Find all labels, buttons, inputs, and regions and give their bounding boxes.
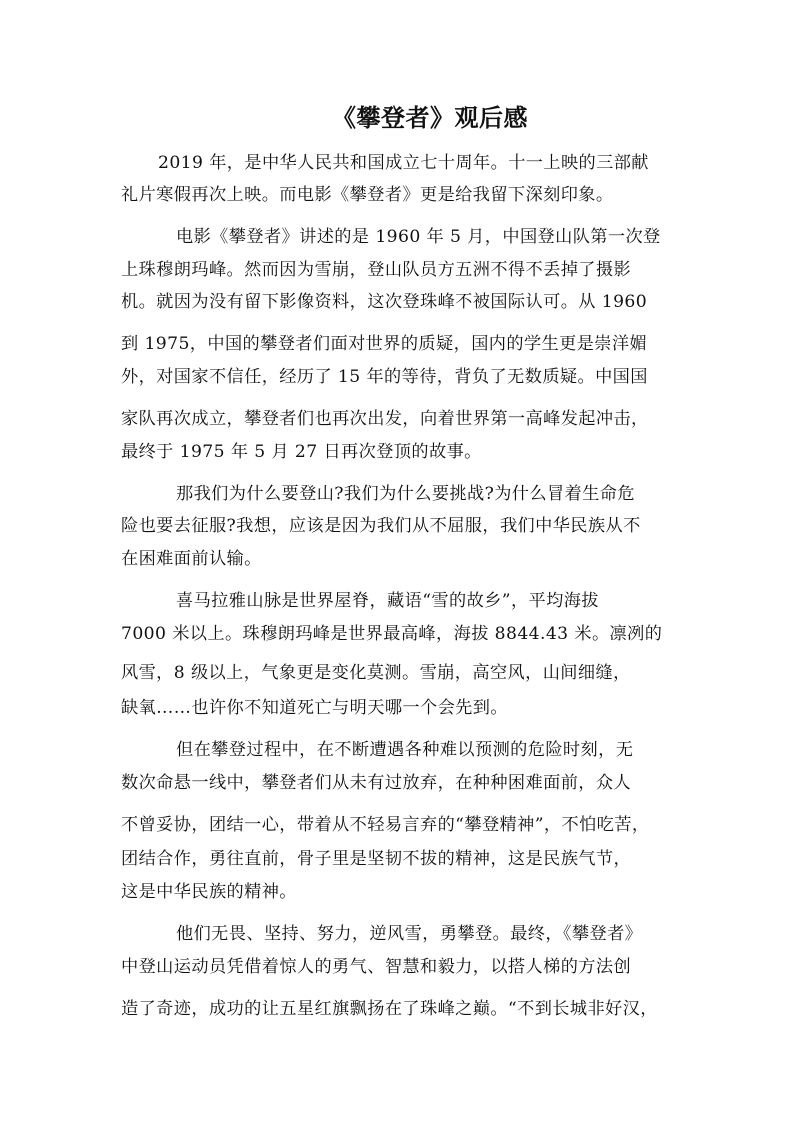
text-line: 2019 年，是中华人民共和国成立七十周年。十一上映的三部献 xyxy=(158,153,649,173)
text-line: 到 1975，中国的攀登者们面对世界的质疑，国内的学生更是崇洋媚 xyxy=(121,334,648,354)
text-line: 那我们为什么要登山?我们为什么要挑战?为什么冒着生命危 xyxy=(176,484,635,504)
text-line: 他们无畏、坚持、努力，逆风雪，勇攀登。最终，《攀登者》 xyxy=(176,924,643,944)
text-line: 礼片寒假再次上映。而电影《攀登者》更是给我留下深刻印象。 xyxy=(121,185,614,205)
text-line: 数次命悬一线中，攀登者们从未有过放弃，在种种困难面前，众人 xyxy=(121,773,632,793)
text-line: 家队再次成立，攀登者们也再次出发，向着世界第一高峰发起冲击， xyxy=(121,409,649,429)
text-line: 不曾妥协，团结一心，带着从不轻易言弃的“攀登精神”，不怕吃苦， xyxy=(121,815,650,835)
text-line: 上珠穆朗玛峰。然而因为雪崩，登山队员方五洲不得不丢掉了摄影 xyxy=(121,260,632,280)
text-line: 外，对国家不信任，经历了 15 年的等待，背负了无数质疑。中国国 xyxy=(121,367,648,387)
text-line: 缺氧……也许你不知道死亡与明天哪一个会先到。 xyxy=(121,698,508,718)
text-line: 电影《攀登者》讲述的是 1960 年 5 月，中国登山队第一次登 xyxy=(176,227,661,247)
text-line: 团结合作，勇往直前，骨子里是坚韧不拔的精神，这是民族气节， xyxy=(121,849,632,869)
text-line: 险也要去征服?我想，应该是因为我们从不屈服，我们中华民族从不 xyxy=(121,516,641,536)
text-line: 但在攀登过程中，在不断遭遇各种难以预测的危险时刻，无 xyxy=(176,740,634,760)
document-title: 《攀登者》观后感 xyxy=(332,103,528,132)
text-line: 最终于 1975 年 5 月 27 日再次登顶的故事。 xyxy=(121,442,482,462)
text-line: 中登山运动员凭借着惊人的勇气、智慧和毅力，以搭人梯的方法创 xyxy=(121,957,632,977)
text-line: 喜马拉雅山脉是世界屋脊，藏语“雪的故乡”，平均海拔 xyxy=(176,591,599,611)
text-line: 造了奇迹，成功的让五星红旗飘扬在了珠峰之巅。“不到长城非好汉， xyxy=(121,999,658,1019)
text-line: 机。就因为没有留下影像资料，这次登珠峰不被国际认可。从 1960 xyxy=(121,292,648,312)
text-line: 在困难面前认输。 xyxy=(121,549,262,569)
text-line: 这是中华民族的精神。 xyxy=(121,882,297,902)
text-line: 风雪，8 级以上，气象更是变化莫测。雪崩，高空风，山间细缝， xyxy=(121,663,631,683)
text-line: 7000 米以上。珠穆朗玛峰是世界最高峰，海拔 8844.43 米。凛冽的 xyxy=(121,624,663,644)
